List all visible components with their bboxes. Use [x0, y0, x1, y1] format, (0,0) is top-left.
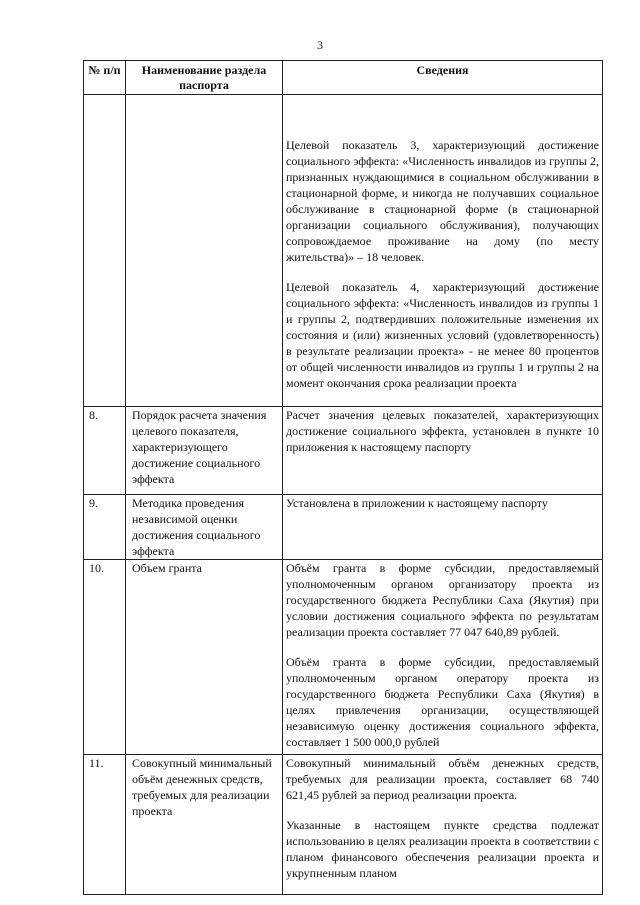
- header-number: № п/п: [84, 61, 126, 95]
- table-row: [84, 495, 603, 560]
- header-details: Сведения: [283, 61, 603, 95]
- header-section-name: Наименование раздела паспорта: [126, 61, 283, 95]
- cell-details: [283, 755, 603, 895]
- details-paragraph: Совокупный минимальный объём денежных средств, требуемых для реализации проекта, составляет 68 740 621,45 рублей за период реализации проекта.: [286, 756, 599, 802]
- page-number: 3: [317, 38, 323, 52]
- cell-details: [283, 407, 603, 495]
- details-paragraph: Объём гранта в форме субсидии, предоставляемый уполномоченным органом оператору проекта из государственного бюджета Республики Саха (Якутия) в целях привлечения организации, осуществляющей независимую оценку достижения социального эффекта, составляет 1 500 000,0 рублей: [286, 655, 599, 749]
- passport-table: [83, 60, 603, 895]
- details-paragraph: Целевой показатель 3, характеризующий достижение социального эффекта: «Численность инвалидов из группы 2, признанных нуждающимися в социальном обслуживании в стационарной форме, и никогда не получавших социальное обслуживание в стационарной форме (в стационарной организации социального обслуживания), получающих сопровождаемое проживание на дому (по месту жительства)» – 18 человек.: [286, 138, 599, 264]
- cell-name: Совокупный минимальный объём денежных средств, требуемых для реализации проекта: [126, 755, 283, 895]
- table-row: [84, 407, 603, 495]
- cell-details: [283, 495, 603, 560]
- cell-number: 9.: [84, 495, 126, 560]
- table-row-continued: [84, 95, 603, 407]
- cell-number: 10.: [84, 560, 126, 755]
- cell-number: [84, 95, 126, 407]
- cell-name: Методика проведения независимой оценки достижения социального эффекта: [126, 495, 283, 560]
- cell-number: 8.: [84, 407, 126, 495]
- table-header: [84, 61, 603, 95]
- details-paragraph: Установлена в приложении к настоящему паспорту: [286, 496, 548, 510]
- cell-details: [283, 95, 603, 407]
- cell-name: Порядок расчета значения целевого показателя, характеризующего достижение социального эффекта: [126, 407, 283, 495]
- table-row: [84, 755, 603, 895]
- details-paragraph: Указанные в настоящем пункте средства подлежат использованию в целях реализации проекта в соответствии с планом финансового обеспечения реализации проекта и укрупненным планом: [286, 818, 599, 880]
- cell-name: [126, 95, 283, 407]
- details-paragraph: Объём гранта в форме субсидии, предоставляемый уполномоченным органом организатору проекта из государственного бюджета Республики Саха (Якутия) при условии достижения социального эффекта по результатам реализации проекта составляет 77 047 640,89 рублей.: [286, 561, 599, 639]
- cell-number: 11.: [84, 755, 126, 895]
- details-paragraph: Расчет значения целевых показателей, характеризующих достижение социального эффекта, установлен в пункте 10 приложения к настоящему паспорту: [286, 408, 599, 454]
- details-paragraph: Целевой показатель 4, характеризующий достижение социального эффекта: «Численность инвалидов из группы 1 и группы 2, подтвердивших положительные изменения их состояния и (или) жизненных условий (удовлетворенность) в результате реализации проекта» - не менее 80 процентов от общей численности инвалидов из группы 1 и группы 2 на момент окончания срока реализации проекта: [286, 280, 599, 390]
- table-row: [84, 560, 603, 755]
- cell-name: Объем гранта: [126, 560, 283, 755]
- cell-details: [283, 560, 603, 755]
